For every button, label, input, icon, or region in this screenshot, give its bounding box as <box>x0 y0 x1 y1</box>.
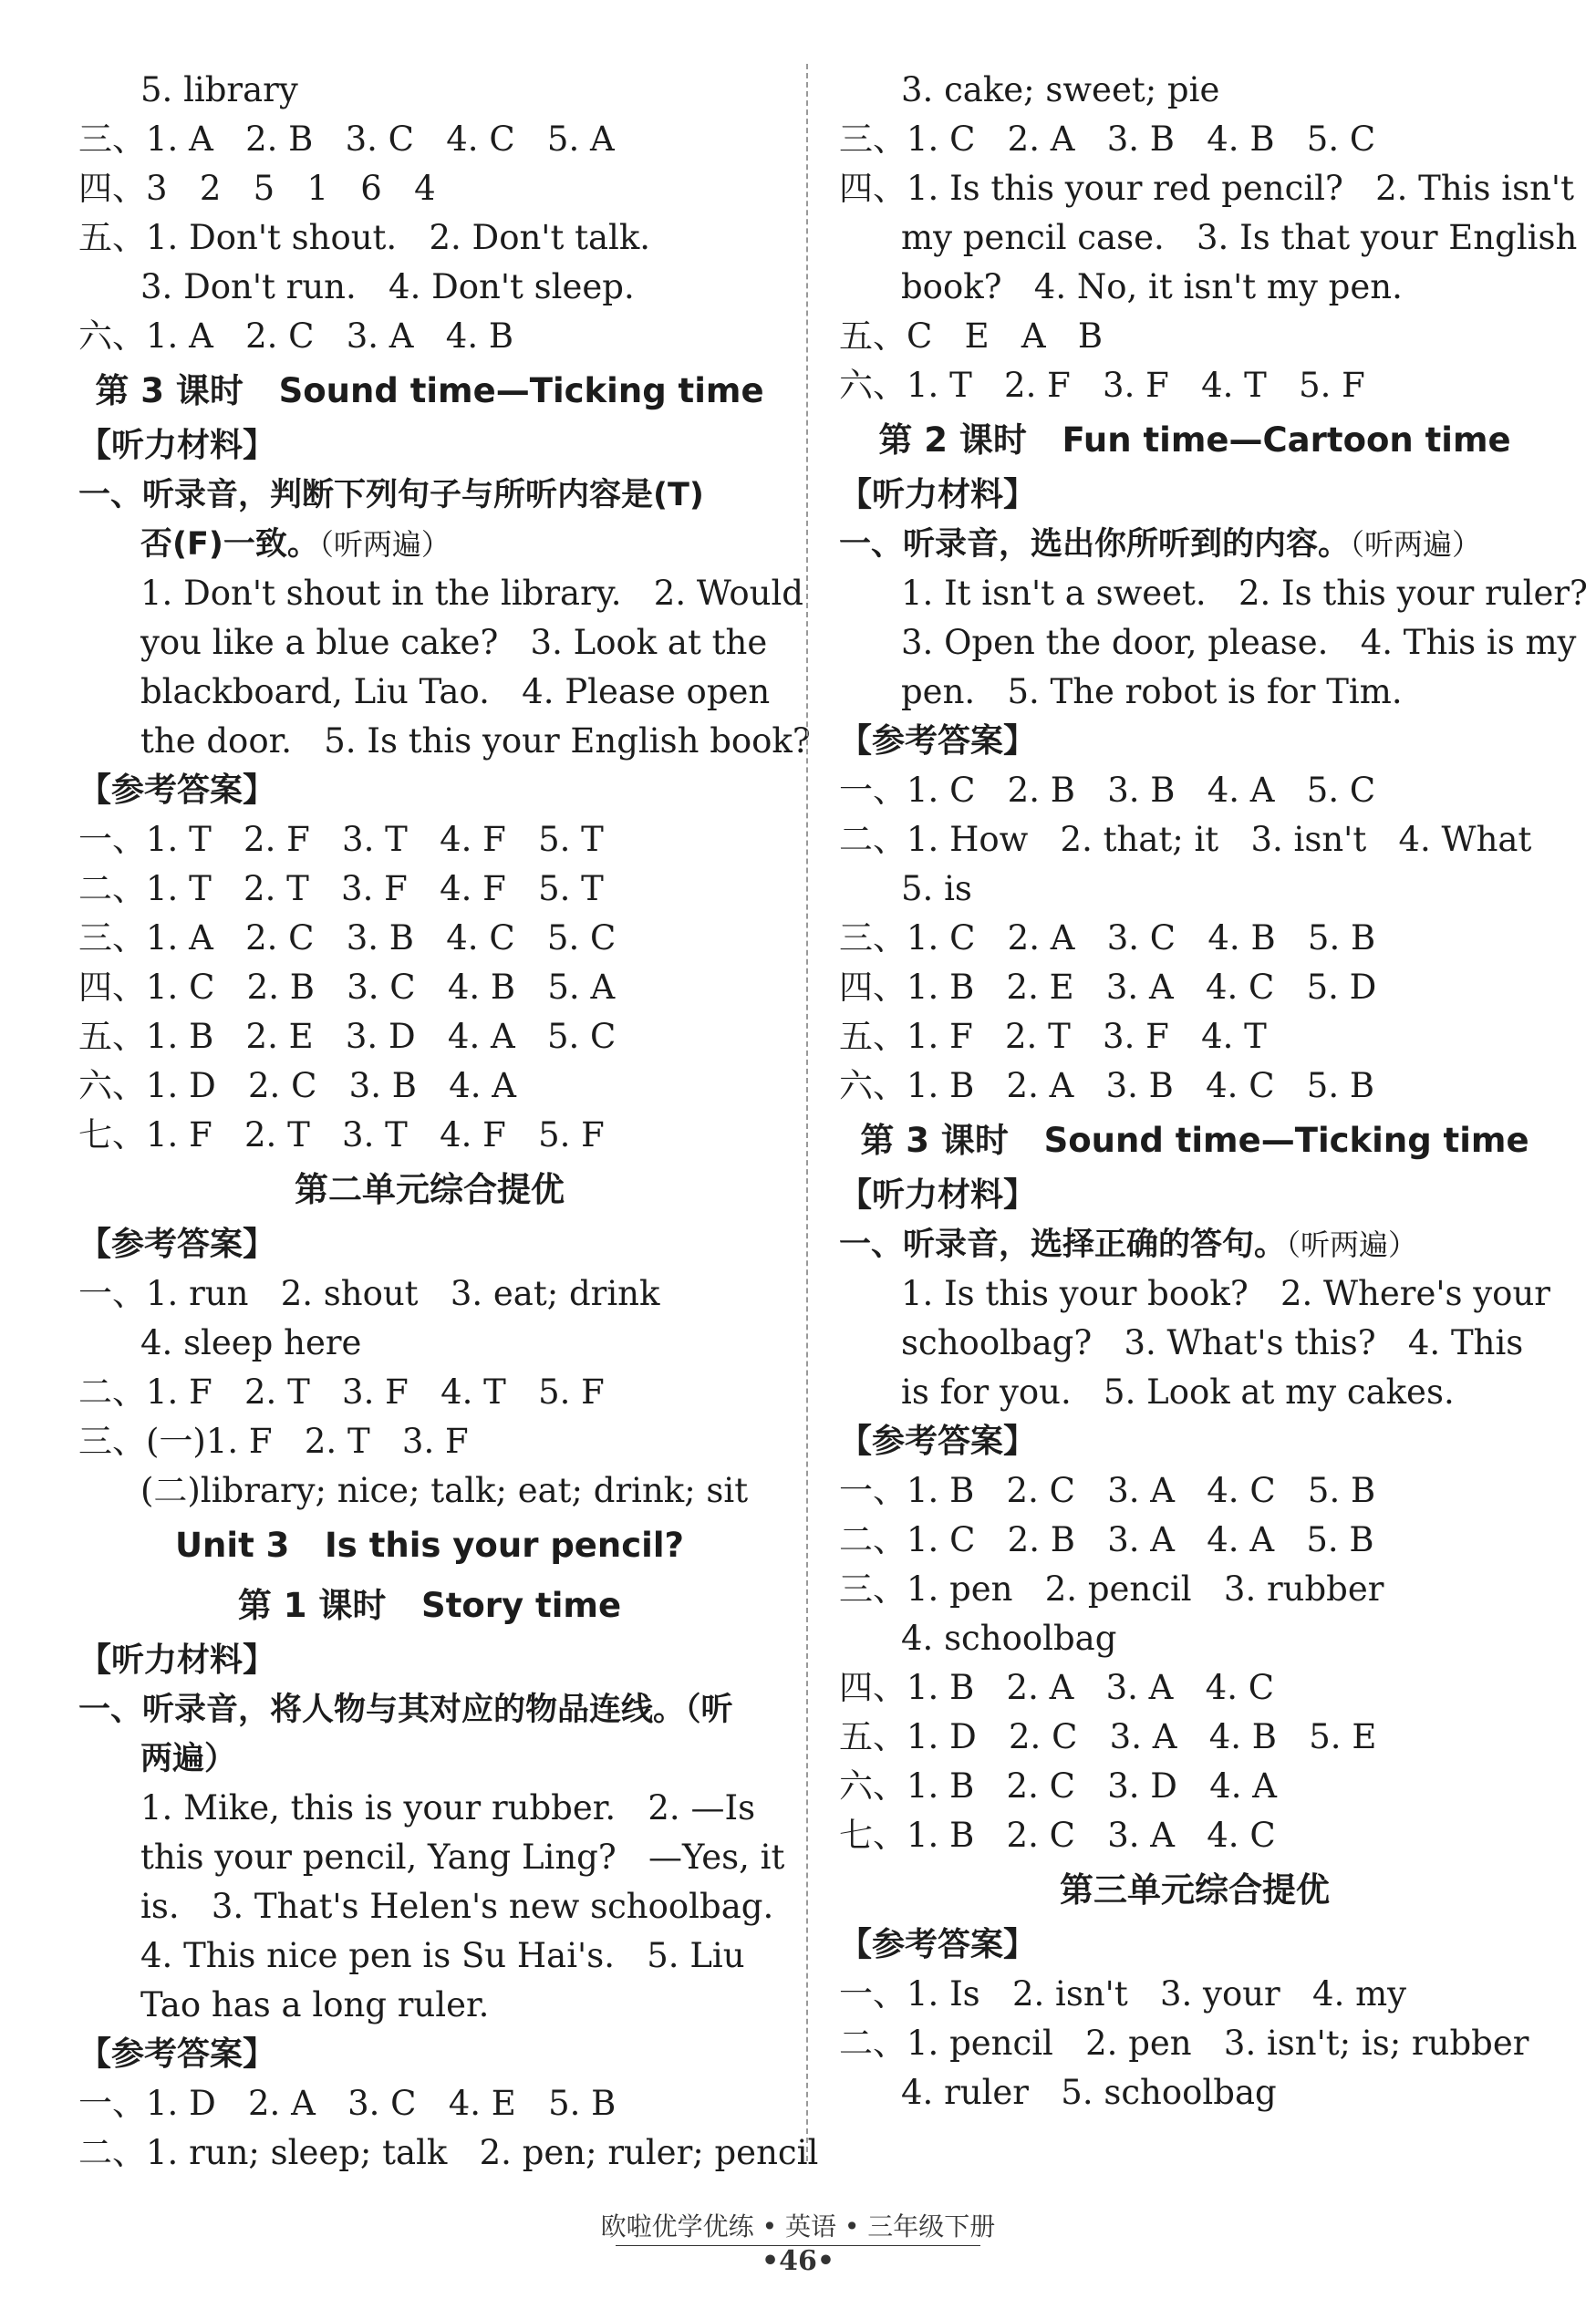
answer-line: 二、1. pencil 2. pen 3. isn't; is; rubber <box>839 2024 1529 2063</box>
answer-line: 第二单元综合提优 <box>295 1170 565 1209</box>
answer-line: schoolbag? 3. What's this? 4. This <box>901 1323 1524 1362</box>
answer-line: 两遍） <box>140 1741 237 1777</box>
answer-line: 1. Mike, this is your rubber. 2. —Is <box>140 1788 756 1828</box>
answer-line: 四、1. B 2. A 3. A 4. C <box>839 1668 1275 1707</box>
answer-line: 4. ruler 5. schoolbag <box>901 2073 1277 2112</box>
answer-line: 4. schoolbag <box>901 1619 1117 1658</box>
answer-line: book? 4. No, it isn't my pen. <box>901 267 1403 306</box>
answer-line: 4. sleep here <box>140 1323 362 1362</box>
answer-line: 二、1. run; sleep; talk 2. pen; ruler; pencil <box>78 2133 819 2172</box>
answer-line: 1. Is this your book? 2. Where's your <box>901 1274 1550 1313</box>
answer-line: 1. Don't shout in the library. 2. Would <box>140 574 803 613</box>
answer-line: 六、1. B 2. C 3. D 4. A <box>839 1766 1277 1806</box>
answer-line: Tao has a long ruler. <box>140 1985 490 2024</box>
answer-line: 四、1. Is this your red pencil? 2. This isn't <box>839 169 1574 208</box>
answer-line: my pencil case. 3. Is that your English <box>901 218 1578 257</box>
answer-line: the door. 5. Is this your English book? <box>140 721 811 761</box>
answer-line: 1. It isn't a sweet. 2. Is this your ruler? <box>901 574 1588 613</box>
answer-line: 一、1. B 2. C 3. A 4. C 5. B <box>839 1471 1376 1510</box>
answer-line: is. 3. That's Helen's new schoolbag. <box>140 1887 774 1926</box>
answer-line: 3. Don't run. 4. Don't sleep. <box>140 267 635 306</box>
answer-line: 【参考答案】 <box>839 722 1037 760</box>
answer-line: 3. cake; sweet; pie <box>901 70 1220 109</box>
answer-line: pen. 5. The robot is for Tim. <box>901 672 1403 711</box>
answer-line: 【听力材料】 <box>839 1176 1037 1214</box>
answer-line: 第 3 课时 Sound time—Ticking time <box>860 1121 1529 1160</box>
answer-line: 五、C E A B <box>839 316 1104 356</box>
answer-line: 一、听录音，将人物与其对应的物品连线。（听 <box>78 1692 733 1728</box>
answer-line: (二)library; nice; talk; eat; drink; sit <box>140 1471 749 1510</box>
answer-line: 五、1. B 2. E 3. D 4. A 5. C <box>78 1017 617 1056</box>
answer-line: 三、1. pen 2. pencil 3. rubber <box>839 1569 1384 1609</box>
answer-line: 二、1. T 2. T 3. F 4. F 5. T <box>78 869 604 908</box>
answer-line: 【参考答案】 <box>78 1226 276 1263</box>
answer-line: 3. Open the door, please. 4. This is my <box>901 623 1577 662</box>
answer-line: 二、1. C 2. B 3. A 4. A 5. B <box>839 1520 1374 1559</box>
answer-line: 【参考答案】 <box>839 1926 1037 1963</box>
answer-line: 【听力材料】 <box>78 427 276 464</box>
answer-line: 一、1. D 2. A 3. C 4. E 5. B <box>78 2084 617 2123</box>
answer-line: 三、1. C 2. A 3. B 4. B 5. C <box>839 119 1376 159</box>
answer-line: 七、1. F 2. T 3. T 4. F 5. F <box>78 1115 605 1154</box>
answer-line: 一、1. run 2. shout 3. eat; drink <box>78 1274 660 1313</box>
answer-line: 六、1. D 2. C 3. B 4. A <box>78 1066 516 1105</box>
answer-line: 六、1. T 2. F 3. F 4. T 5. F <box>839 366 1365 405</box>
column-divider <box>806 64 808 2161</box>
answer-line: 一、1. T 2. F 3. T 4. F 5. T <box>78 820 604 859</box>
answer-line: 一、1. C 2. B 3. B 4. A 5. C <box>839 771 1376 810</box>
answer-line: 四、1. C 2. B 3. C 4. B 5. A <box>78 968 616 1007</box>
answer-line: 【听力材料】 <box>839 476 1037 513</box>
answer-line: 否(F)一致。（听两遍） <box>140 526 451 563</box>
answer-line: 五、1. D 2. C 3. A 4. B 5. E <box>839 1717 1377 1756</box>
answer-line: is for you. 5. Look at my cakes. <box>901 1372 1455 1412</box>
answer-line: 二、1. F 2. T 3. F 4. T 5. F <box>78 1372 605 1412</box>
answer-line: 第 2 课时 Fun time—Cartoon time <box>878 420 1511 460</box>
answer-line: 第 1 课时 Story time <box>237 1586 622 1625</box>
answer-line: 一、听录音，判断下列句子与所听内容是(T) <box>78 477 704 513</box>
answer-line: 一、1. Is 2. isn't 3. your 4. my <box>839 1974 1407 2014</box>
answer-line: 【参考答案】 <box>78 2035 276 2073</box>
left-column <box>78 66 819 2178</box>
answer-line: 一、听录音，选出你所听到的内容。（听两遍） <box>839 526 1482 563</box>
page-number: •46• <box>761 2245 835 2277</box>
answer-line: 三、1. C 2. A 3. C 4. B 5. B <box>839 918 1376 958</box>
right-column <box>839 66 1588 2117</box>
answer-line: blackboard, Liu Tao. 4. Please open <box>140 672 771 711</box>
answer-line: 二、1. How 2. that; it 3. isn't 4. What <box>839 820 1532 859</box>
answer-line: this your pencil, Yang Ling? —Yes, it <box>140 1838 785 1877</box>
answer-line: 三、1. A 2. B 3. C 4. C 5. A <box>78 119 615 159</box>
footer-book-title: 欧啦优学优练 • 英语 • 三年级下册 <box>600 2211 996 2242</box>
answer-line: 四、3 2 5 1 6 4 <box>78 169 436 208</box>
answer-line: 【参考答案】 <box>839 1423 1037 1460</box>
answer-line: 第 3 课时 Sound time—Ticking time <box>95 371 764 410</box>
answer-line: Unit 3 Is this your pencil? <box>175 1526 684 1565</box>
answer-line: 七、1. B 2. C 3. A 4. C <box>839 1816 1276 1855</box>
answer-line: 【参考答案】 <box>78 771 276 809</box>
answer-line: 一、听录音，选择正确的答句。（听两遍） <box>839 1227 1418 1263</box>
answer-line: 【听力材料】 <box>78 1641 276 1679</box>
answer-line: 5. library <box>140 70 298 109</box>
answer-line: 六、1. A 2. C 3. A 4. B <box>78 316 514 356</box>
answer-line: 第三单元综合提优 <box>1060 1870 1330 1910</box>
answer-line: 五、1. F 2. T 3. F 4. T <box>839 1017 1267 1056</box>
answer-line: 四、1. B 2. E 3. A 4. C 5. D <box>839 968 1377 1007</box>
answer-line: 三、(一)1. F 2. T 3. F <box>78 1422 469 1461</box>
answer-line: you like a blue cake? 3. Look at the <box>140 623 768 662</box>
answer-line: 4. This nice pen is Su Hai's. 5. Liu <box>140 1936 745 1975</box>
answer-line: 三、1. A 2. C 3. B 4. C 5. C <box>78 918 617 958</box>
answer-line: 六、1. B 2. A 3. B 4. C 5. B <box>839 1066 1375 1105</box>
answer-line: 五、1. Don't shout. 2. Don't talk. <box>78 218 651 257</box>
answer-line: 5. is <box>901 869 972 908</box>
